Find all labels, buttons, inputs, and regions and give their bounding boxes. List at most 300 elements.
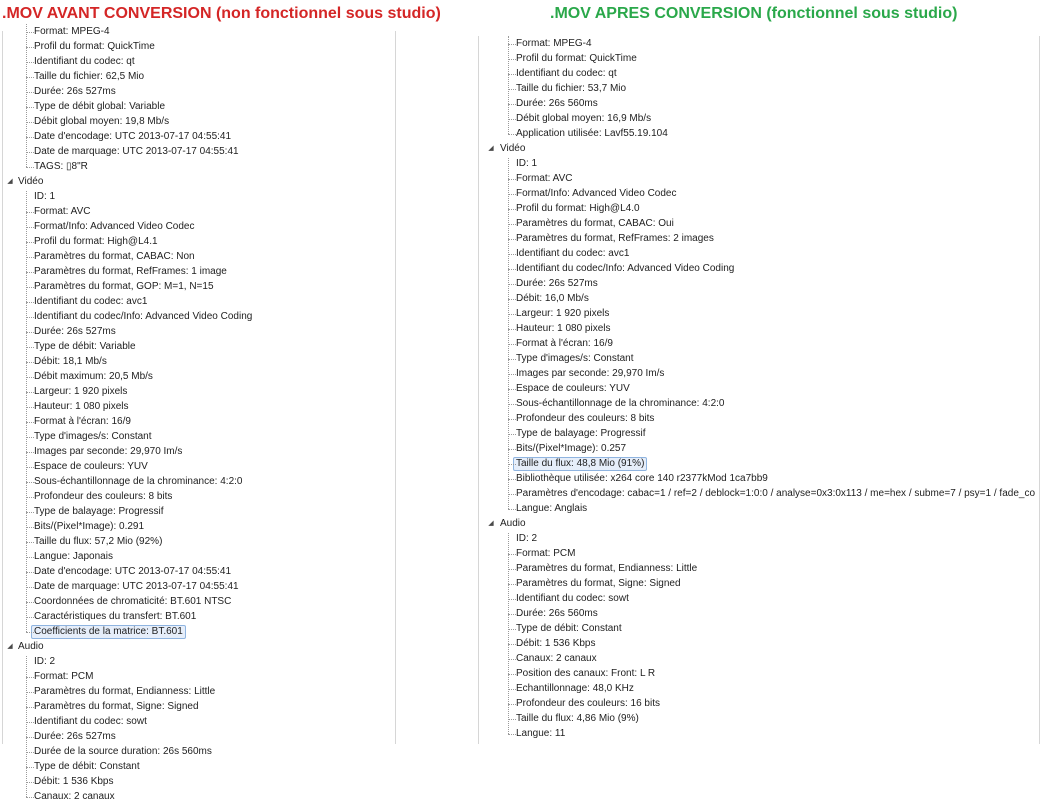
tree-item-label: Langue: Japonais (34, 551, 113, 562)
general-item[interactable] (3, 144, 395, 159)
tree-item-label: Type de débit: Constant (34, 761, 140, 772)
tree-guide-line (508, 629, 516, 630)
video-item[interactable] (3, 564, 395, 579)
tree-guide-line (26, 77, 34, 78)
video-item[interactable] (479, 306, 1039, 321)
tree-item-label: ID: 2 (516, 533, 538, 544)
tree-item-label: Coordonnées de chromaticité: BT.601 NTSC (34, 596, 232, 607)
tree-item-label: Type d'images/s: Constant (34, 431, 152, 442)
audio-item[interactable] (479, 651, 1039, 666)
tree-item-label: Débit: 16,0 Mb/s (516, 293, 589, 304)
tree-guide-line (26, 317, 34, 318)
tree-guide-line (508, 734, 516, 735)
tree-guide-line (508, 674, 516, 675)
video-item[interactable] (3, 309, 395, 324)
tree-guide-line (508, 329, 516, 330)
audio-item[interactable] (3, 774, 395, 789)
tree-item-label: Paramètres du format, Endianness: Little (34, 686, 216, 697)
general-item[interactable] (3, 54, 395, 69)
tree-guide-line (508, 239, 516, 240)
tree-item-label: Paramètres d'encodage: cabac=1 / ref=2 / deblock=1:0:0 / analyse=0x3:0x113 / me=hex / subme=7 / psy=1 / fade_co (516, 488, 1036, 499)
tree-item-label: Taille du fichier: 62,5 Mio (34, 71, 145, 82)
video-item[interactable] (479, 216, 1039, 231)
video-item[interactable] (479, 276, 1039, 291)
tree-item-label: Images par seconde: 29,970 Im/s (34, 446, 183, 457)
audio-item[interactable] (479, 591, 1039, 606)
tree-guide-line (26, 137, 34, 138)
tree-guide-line (26, 392, 34, 393)
tree-guide-line (26, 242, 34, 243)
tree-item-label: Identifiant du codec: sowt (516, 593, 629, 604)
tree-guide-line (508, 449, 516, 450)
tree-guide-line (508, 494, 516, 495)
tree-guide-line (26, 272, 34, 273)
tree-item-label: Débit global moyen: 16,9 Mb/s (516, 113, 652, 124)
tree-item-label: Format: AVC (516, 173, 573, 184)
tree-guide-line (508, 374, 516, 375)
tree-guide-line (26, 542, 34, 543)
section-label: Vidéo (18, 176, 44, 187)
tree-guide-line (26, 632, 34, 633)
tree-guide-line (26, 497, 34, 498)
tree-guide-line (26, 212, 34, 213)
tree-guide-line (26, 617, 34, 618)
tree-item-label: Durée: 26s 527ms (34, 326, 116, 337)
tree-item-label: Paramètres du format, Endianness: Little (516, 563, 698, 574)
tree-item-label: Format: MPEG-4 (34, 26, 110, 37)
video-item[interactable] (479, 291, 1039, 306)
general-item[interactable] (479, 51, 1039, 66)
video-item[interactable] (3, 354, 395, 369)
tree-item-label: Langue: Anglais (516, 503, 588, 514)
tree-guide-line (26, 782, 34, 783)
tree-item-label: Canaux: 2 canaux (516, 653, 597, 664)
audio-item[interactable] (3, 699, 395, 714)
video-item[interactable] (3, 249, 395, 264)
video-item[interactable] (3, 189, 395, 204)
tree-guide-line (508, 644, 516, 645)
video-item[interactable] (3, 384, 395, 399)
tree-item-label: Date d'encodage: UTC 2013-07-17 04:55:41 (34, 566, 232, 577)
tree-guide-line (508, 599, 516, 600)
left-tree (3, 24, 395, 804)
tree-item-label: Profil du format: High@L4.1 (34, 236, 158, 247)
tree-guide-line (26, 347, 34, 348)
video-item[interactable] (3, 294, 395, 309)
audio-item[interactable] (3, 729, 395, 744)
tree-guide-line (508, 74, 516, 75)
tree-guide-line (26, 527, 34, 528)
video-item[interactable] (479, 171, 1039, 186)
tree-item-label: Format/Info: Advanced Video Codec (516, 188, 677, 199)
tree-item-label: Espace de couleurs: YUV (34, 461, 148, 472)
tree-guide-line (26, 482, 34, 483)
video-item[interactable] (3, 204, 395, 219)
video-item[interactable] (3, 594, 395, 609)
tree-guide-line (508, 689, 516, 690)
video-item[interactable] (479, 351, 1039, 366)
video-item[interactable] (479, 486, 1039, 501)
right-mediainfo-tree-panel[interactable] (478, 36, 1040, 744)
tree-item-label: ID: 1 (34, 191, 56, 202)
tree-guide-line (26, 107, 34, 108)
tree-item-label: Format: PCM (516, 548, 576, 559)
tree-guide-line (508, 269, 516, 270)
section-label: Audio (500, 518, 526, 529)
tree-item-label: Sous-échantillonnage de la chrominance: 4:2:0 (34, 476, 243, 487)
tree-item-label: Profil du format: QuickTime (34, 41, 155, 52)
audio-item[interactable] (3, 759, 395, 774)
tree-guide-line (508, 179, 516, 180)
tree-item-label: Paramètres du format, CABAC: Non (34, 251, 195, 262)
tree-item-label: Profil du format: QuickTime (516, 53, 637, 64)
video-item[interactable] (479, 426, 1039, 441)
tree-guide-line (26, 767, 34, 768)
tree-item-label: Hauteur: 1 080 pixels (34, 401, 129, 412)
video-item[interactable] (3, 414, 395, 429)
tree-guide-line (508, 224, 516, 225)
general-item[interactable] (479, 96, 1039, 111)
tree-item-label: Identifiant du codec: avc1 (34, 296, 148, 307)
audio-item[interactable] (479, 726, 1039, 741)
audio-item[interactable] (479, 621, 1039, 636)
tree-item-label: Débit: 1 536 Kbps (34, 776, 114, 787)
tree-item-label: Débit: 1 536 Kbps (516, 638, 596, 649)
section-label: Vidéo (500, 143, 526, 154)
tree-item-label: Type de balayage: Progressif (516, 428, 646, 439)
video-item[interactable] (3, 474, 395, 489)
audio-item[interactable] (3, 654, 395, 669)
tree-item-label: Images par seconde: 29,970 Im/s (516, 368, 665, 379)
video-item[interactable] (3, 369, 395, 384)
audio-item[interactable] (479, 531, 1039, 546)
video-item[interactable] (3, 489, 395, 504)
tree-item-label: Identifiant du codec: avc1 (516, 248, 630, 259)
tree-guide-line (508, 194, 516, 195)
tree-item-label: Type de débit: Constant (516, 623, 622, 634)
tree-guide-line (26, 92, 34, 93)
tree-item-label: Format: PCM (34, 671, 94, 682)
tree-item-label: Bits/(Pixel*Image): 0.291 (34, 521, 145, 532)
tree-item-label: Type d'images/s: Constant (516, 353, 634, 364)
tree-guide-line (26, 332, 34, 333)
tree-guide-line (508, 404, 516, 405)
general-item[interactable] (479, 66, 1039, 81)
tree-guide-line (508, 464, 516, 465)
tree-item-label: Bits/(Pixel*Image): 0.257 (516, 443, 627, 454)
tree-guide-line (508, 419, 516, 420)
left-heading: .MOV AVANT CONVERSION (non fonctionnel sous studio) (2, 5, 441, 22)
tree-item-label: Taille du flux: 48,8 Mio (91%) (513, 457, 647, 471)
tree-guide-line (508, 284, 516, 285)
general-item[interactable] (3, 84, 395, 99)
tree-guide-line (26, 572, 34, 573)
video-item[interactable] (479, 381, 1039, 396)
tree-guide-line (26, 752, 34, 753)
video-item[interactable] (3, 279, 395, 294)
tree-item-label: Caractéristiques du transfert: BT.601 (34, 611, 197, 622)
general-item[interactable] (479, 81, 1039, 96)
tree-guide-line (26, 452, 34, 453)
general-item[interactable] (3, 159, 395, 174)
tree-guide-line (26, 377, 34, 378)
tree-item-label: Profondeur des couleurs: 8 bits (34, 491, 173, 502)
tree-item-label: ID: 2 (34, 656, 56, 667)
tree-guide-line (26, 287, 34, 288)
tree-guide-line (508, 704, 516, 705)
video-item[interactable] (3, 534, 395, 549)
tree-item-label: Durée: 26s 527ms (34, 86, 116, 97)
tree-guide-line (508, 554, 516, 555)
tree-guide-line (26, 512, 34, 513)
tree-guide-line (26, 797, 34, 798)
tree-item-label: Identifiant du codec: sowt (34, 716, 147, 727)
audio-item[interactable] (479, 576, 1039, 591)
tree-item-label: Date de marquage: UTC 2013-07-17 04:55:41 (34, 146, 239, 157)
tree-item-label: Taille du flux: 57,2 Mio (92%) (34, 536, 163, 547)
tree-item-label: Identifiant du codec: qt (34, 56, 135, 67)
tree-guide-line (508, 614, 516, 615)
tree-item-label: Type de débit: Variable (34, 341, 136, 352)
tree-item-label: Débit global moyen: 19,8 Mb/s (34, 116, 170, 127)
video-item[interactable] (479, 261, 1039, 276)
tree-guide-line (26, 422, 34, 423)
tree-guide-line (26, 152, 34, 153)
tree-item-label: Position des canaux: Front: L R (516, 668, 656, 679)
tree-item-label: Type de balayage: Progressif (34, 506, 164, 517)
video-item[interactable] (479, 501, 1039, 516)
tree-item-label: Format à l'écran: 16/9 (516, 338, 613, 349)
tree-item-label: Profil du format: High@L4.0 (516, 203, 640, 214)
tree-item-label: Durée: 26s 527ms (34, 731, 116, 742)
video-item[interactable] (479, 201, 1039, 216)
tree-guide-line (508, 509, 516, 510)
tree-item-label: Paramètres du format, Signe: Signed (516, 578, 681, 589)
tree-guide-line (26, 692, 34, 693)
video-item[interactable] (3, 324, 395, 339)
video-item[interactable] (3, 504, 395, 519)
audio-item[interactable] (479, 636, 1039, 651)
video-item[interactable] (3, 549, 395, 564)
tree-guide-line (26, 467, 34, 468)
tree-item-label: Coefficients de la matrice: BT.601 (31, 625, 186, 639)
tree-item-label: Date d'encodage: UTC 2013-07-17 04:55:41 (34, 131, 232, 142)
tree-guide-line (26, 32, 34, 33)
general-item[interactable] (479, 126, 1039, 141)
general-item[interactable] (479, 36, 1039, 51)
tree-guide-line (508, 134, 516, 135)
tree-guide-line (26, 24, 27, 167)
audio-item[interactable] (479, 696, 1039, 711)
tree-guide-line (508, 584, 516, 585)
tree-guide-line (26, 47, 34, 48)
tree-item-label: Identifiant du codec/Info: Advanced Video Coding (516, 263, 735, 274)
video-section[interactable] (3, 174, 395, 189)
tree-item-label: Echantillonnage: 48,0 KHz (516, 683, 634, 694)
collapse-toggle-icon[interactable]: ◢ (488, 145, 494, 152)
video-item[interactable] (3, 624, 395, 639)
tree-item-label: TAGS: ▯8"R (34, 161, 88, 172)
tree-item-label: Paramètres du format, RefFrames: 2 images (516, 233, 714, 244)
video-item[interactable] (3, 609, 395, 624)
tree-guide-line (508, 104, 516, 105)
section-label: Audio (18, 641, 44, 652)
video-item[interactable] (479, 441, 1039, 456)
tree-item-label: Paramètres du format, RefFrames: 1 image (34, 266, 227, 277)
video-item[interactable] (479, 411, 1039, 426)
tree-guide-line (508, 719, 516, 720)
audio-item[interactable] (479, 666, 1039, 681)
tree-item-label: Débit maximum: 20,5 Mb/s (34, 371, 153, 382)
tree-guide-line (26, 737, 34, 738)
tree-item-label: Durée: 26s 527ms (516, 278, 598, 289)
tree-guide-line (508, 209, 516, 210)
audio-item[interactable] (479, 711, 1039, 726)
collapse-toggle-icon[interactable]: ◢ (7, 178, 13, 185)
left-mediainfo-tree-panel[interactable] (2, 26, 396, 802)
tree-item-label: Canaux: 2 canaux (34, 791, 115, 802)
tree-guide-line (508, 344, 516, 345)
tree-guide-line (26, 677, 34, 678)
tree-guide-line (508, 89, 516, 90)
tree-guide-line (508, 59, 516, 60)
audio-item[interactable] (479, 546, 1039, 561)
tree-item-label: Format/Info: Advanced Video Codec (34, 221, 195, 232)
tree-guide-line (508, 479, 516, 480)
tree-item-label: Format: MPEG-4 (516, 38, 592, 49)
audio-item[interactable] (3, 684, 395, 699)
collapse-toggle-icon[interactable]: ◢ (7, 643, 13, 650)
tree-guide-line (508, 359, 516, 360)
audio-item[interactable] (3, 669, 395, 684)
tree-guide-line (508, 434, 516, 435)
tree-item-label: Identifiant du codec: qt (516, 68, 617, 79)
tree-guide-line (508, 254, 516, 255)
tree-item-label: Application utilisée: Lavf55.19.104 (516, 128, 668, 139)
tree-guide-line (508, 44, 516, 45)
tree-guide-line (26, 407, 34, 408)
video-item[interactable] (3, 429, 395, 444)
general-item[interactable] (3, 39, 395, 54)
video-item[interactable] (3, 459, 395, 474)
tree-guide-line (26, 437, 34, 438)
general-item[interactable] (3, 69, 395, 84)
tree-guide-line (26, 602, 34, 603)
video-item[interactable] (479, 156, 1039, 171)
tree-guide-line (508, 299, 516, 300)
audio-item[interactable] (479, 681, 1039, 696)
tree-item-label: Durée: 26s 560ms (516, 98, 598, 109)
tree-item-label: Largeur: 1 920 pixels (516, 308, 610, 319)
audio-item[interactable] (3, 789, 395, 804)
audio-section[interactable] (3, 639, 395, 654)
video-item[interactable] (3, 519, 395, 534)
video-item[interactable] (479, 456, 1039, 471)
tree-item-label: Paramètres du format, CABAC: Oui (516, 218, 674, 229)
video-item[interactable] (479, 366, 1039, 381)
general-item[interactable] (3, 114, 395, 129)
audio-item[interactable] (479, 561, 1039, 576)
tree-item-label: Paramètres du format, GOP: M=1, N=15 (34, 281, 214, 292)
video-item[interactable] (3, 444, 395, 459)
video-item[interactable] (479, 231, 1039, 246)
general-item[interactable] (3, 24, 395, 39)
tree-item-label: Identifiant du codec/Info: Advanced Video Coding (34, 311, 253, 322)
tree-guide-line (508, 119, 516, 120)
tree-guide-line (26, 62, 34, 63)
tree-guide-line (508, 158, 509, 509)
video-item[interactable] (479, 246, 1039, 261)
tree-item-label: Paramètres du format, Signe: Signed (34, 701, 199, 712)
tree-item-label: Format à l'écran: 16/9 (34, 416, 131, 427)
audio-item[interactable] (3, 714, 395, 729)
tree-item-label: Profondeur des couleurs: 8 bits (516, 413, 655, 424)
tree-guide-line (508, 569, 516, 570)
video-item[interactable] (479, 471, 1039, 486)
tree-item-label: Sous-échantillonnage de la chrominance: 4:2:0 (516, 398, 725, 409)
right-heading: .MOV APRES CONVERSION (fonctionnel sous studio) (550, 5, 958, 22)
tree-item-label: Durée de la source duration: 26s 560ms (34, 746, 212, 757)
tree-item-label: Taille du fichier: 53,7 Mio (516, 83, 627, 94)
video-item[interactable] (3, 234, 395, 249)
audio-item[interactable] (3, 744, 395, 759)
general-item[interactable] (3, 129, 395, 144)
tree-item-label: Profondeur des couleurs: 16 bits (516, 698, 660, 709)
tree-item-label: Format: AVC (34, 206, 91, 217)
tree-guide-line (26, 257, 34, 258)
audio-section[interactable] (479, 516, 1039, 531)
video-item[interactable] (3, 219, 395, 234)
tree-item-label: Espace de couleurs: YUV (516, 383, 630, 394)
video-item[interactable] (479, 186, 1039, 201)
tree-item-label: Débit: 18,1 Mb/s (34, 356, 107, 367)
tree-guide-line (508, 314, 516, 315)
audio-item[interactable] (479, 606, 1039, 621)
video-item[interactable] (479, 396, 1039, 411)
tree-guide-line (26, 302, 34, 303)
video-item[interactable] (3, 579, 395, 594)
tree-item-label: Langue: 11 (516, 728, 566, 739)
tree-item-label: Hauteur: 1 080 pixels (516, 323, 611, 334)
tree-item-label: Date de marquage: UTC 2013-07-17 04:55:41 (34, 581, 239, 592)
video-item[interactable] (3, 264, 395, 279)
general-item[interactable] (3, 99, 395, 114)
tree-item-label: Type de débit global: Variable (34, 101, 166, 112)
collapse-toggle-icon[interactable]: ◢ (488, 520, 494, 527)
video-item[interactable] (479, 321, 1039, 336)
tree-guide-line (26, 707, 34, 708)
video-item[interactable] (3, 339, 395, 354)
tree-item-label: ID: 1 (516, 158, 538, 169)
tree-guide-line (26, 227, 34, 228)
tree-guide-line (26, 557, 34, 558)
general-item[interactable] (479, 111, 1039, 126)
tree-guide-line (26, 122, 34, 123)
tree-guide-line (26, 167, 34, 168)
tree-guide-line (508, 659, 516, 660)
tree-guide-line (508, 389, 516, 390)
tree-item-label: Bibliothèque utilisée: x264 core 140 r2377kMod 1ca7bb9 (516, 473, 768, 484)
tree-item-label: Durée: 26s 560ms (516, 608, 598, 619)
video-item[interactable] (479, 336, 1039, 351)
tree-guide-line (26, 362, 34, 363)
tree-item-label: Largeur: 1 920 pixels (34, 386, 128, 397)
tree-guide-line (26, 722, 34, 723)
tree-item-label: Taille du flux: 4,86 Mio (9%) (516, 713, 639, 724)
tree-guide-line (26, 587, 34, 588)
video-item[interactable] (3, 399, 395, 414)
video-section[interactable] (479, 141, 1039, 156)
